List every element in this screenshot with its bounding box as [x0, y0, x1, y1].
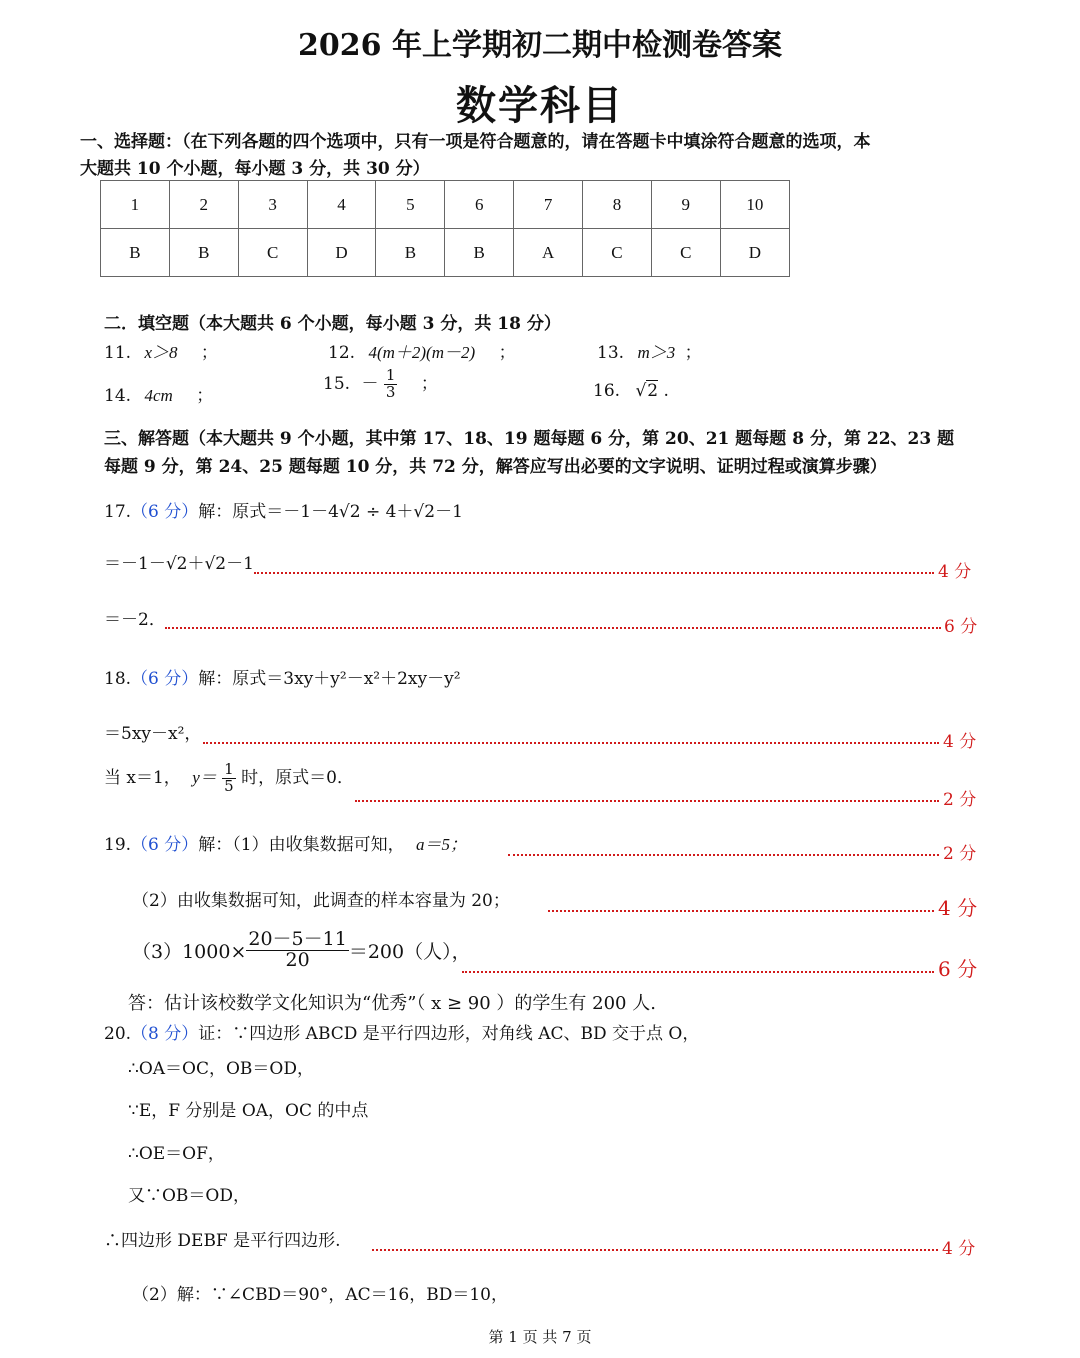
- points-label: （8 分）: [131, 1024, 199, 1044]
- denominator: 3: [385, 382, 396, 401]
- denominator: 20: [285, 948, 310, 971]
- table-cell: 3: [238, 181, 307, 229]
- answer-value: m＞3: [637, 343, 676, 362]
- answer-value: 4cm: [144, 386, 173, 405]
- question-number: 12.: [328, 343, 356, 363]
- table-cell: 7: [514, 181, 583, 229]
- table-cell: C: [583, 229, 652, 277]
- dotted-leader: [203, 742, 939, 744]
- q19-line3: [132, 930, 471, 971]
- dotted-leader: [548, 910, 934, 912]
- q17-line1: [104, 497, 463, 522]
- score-label: 2 分: [943, 844, 977, 864]
- table-cell: D: [720, 229, 789, 277]
- points-label: （6 分）: [131, 502, 199, 522]
- answer-value: 4(m＋2)(m－2): [368, 343, 476, 362]
- table-cell: C: [238, 229, 307, 277]
- dotted-leader: [165, 627, 941, 629]
- table-cell: 8: [583, 181, 652, 229]
- q16: [593, 381, 669, 401]
- table-cell: 9: [651, 181, 720, 229]
- minus-sign: －: [361, 373, 379, 394]
- question-number: 15.: [323, 373, 351, 394]
- section1-heading-line2: 大题共 10 个小题，每小题 3 分，共 30 分）: [80, 159, 430, 179]
- score-label: 4 分: [943, 732, 977, 752]
- question-number: 13.: [597, 343, 625, 363]
- table-cell: 5: [376, 181, 445, 229]
- table-cell: 2: [169, 181, 238, 229]
- table-cell: 4: [307, 181, 376, 229]
- condition-text: 当 x＝1，: [104, 767, 181, 788]
- calc-result: ＝200（人），: [348, 940, 471, 963]
- result-text: 时，原式＝0．: [241, 767, 354, 788]
- q18-line2: ＝5xy－x²，: [104, 724, 202, 744]
- solution-text: 解：（1）由收集数据可知，: [198, 835, 405, 855]
- table-cell: D: [307, 229, 376, 277]
- table-cell: B: [445, 229, 514, 277]
- q20-line7: （2）解：∵∠CBD＝90°，AC＝16，BD＝10，: [132, 1285, 508, 1305]
- q20-line2: ∴OA＝OC，OB＝OD，: [128, 1059, 314, 1079]
- separator: ；: [684, 343, 702, 363]
- q14: [104, 381, 213, 406]
- question-number: 19.: [104, 835, 132, 855]
- q19-line4: 答：估计该校数学文化知识为“优秀”（ x ≥ 90 ）的学生有 200 人.: [128, 993, 656, 1014]
- dotted-leader: [462, 971, 934, 973]
- numerator: 1: [385, 366, 396, 384]
- score-label: 2 分: [943, 790, 977, 810]
- score-label: 6 分: [938, 957, 978, 981]
- answer-table-number-row: [101, 181, 790, 229]
- answer-table: [100, 180, 790, 277]
- separator: ；: [196, 386, 214, 406]
- fraction: [246, 930, 348, 971]
- score-label: 4 分: [938, 896, 978, 920]
- subject-title: 数学科目: [456, 82, 624, 129]
- fraction: [384, 368, 398, 401]
- q19-line1: [104, 830, 467, 855]
- q20-line3: ∵E，F 分别是 OA，OC 的中点: [128, 1101, 369, 1121]
- solution-text: 解：原式＝－1－4√2 ÷ 4＋√2－1: [198, 502, 463, 522]
- section3-heading-line2: 每题 9 分，第 24、25 题每题 10 分，共 72 分，解答应写出必要的文字说明、证明过程或演算步骤）: [104, 457, 887, 477]
- q13: [597, 338, 702, 363]
- answer-value: a＝5；: [416, 835, 468, 854]
- q11: [104, 338, 218, 363]
- q20-line1: [104, 1019, 699, 1044]
- score-label: 6 分: [944, 617, 978, 637]
- section1-heading-line1: 一、选择题：（在下列各题的四个选项中，只有一项是符合题意的，请在答题卡中填涂符合题意的选项，本: [80, 132, 871, 152]
- dotted-leader: [355, 800, 939, 802]
- section3-heading-line1: 三、解答题（本大题共 9 个小题，其中第 17、18、19 题每题 6 分，第 20、21 题每题 8 分，第 22、23 题: [104, 429, 955, 449]
- variable-y: y＝: [192, 767, 217, 787]
- table-cell: A: [514, 229, 583, 277]
- question-number: 14.: [104, 386, 132, 406]
- question-number: 16.: [593, 381, 621, 401]
- q20-line5: 又∵OB＝OD，: [128, 1186, 250, 1206]
- points-label: （6 分）: [131, 835, 199, 855]
- q12: [328, 338, 516, 363]
- table-cell: 10: [720, 181, 789, 229]
- denominator: 5: [224, 776, 234, 795]
- dotted-leader: [372, 1249, 938, 1251]
- dotted-leader: [254, 572, 934, 574]
- calc-text: （3）1000×: [132, 940, 247, 963]
- separator: ；: [420, 373, 438, 394]
- score-label: 4 分: [942, 1239, 976, 1259]
- question-number: 11.: [104, 343, 132, 363]
- section2-heading: 二．填空题（本大题共 6 个小题，每小题 3 分，共 18 分）: [104, 314, 561, 334]
- table-cell: 6: [445, 181, 514, 229]
- solution-text: 解：原式＝3xy＋y²－x²＋2xy－y²: [198, 669, 461, 689]
- answer-table-answer-row: [101, 229, 790, 277]
- table-cell: C: [651, 229, 720, 277]
- page-title: 2026 年上学期初二期中检测卷答案: [298, 28, 782, 63]
- dotted-leader: [508, 854, 939, 856]
- fraction: [222, 762, 236, 795]
- q18-line3: [104, 762, 354, 795]
- question-number: 17.: [104, 502, 132, 522]
- question-number: 18.: [104, 669, 132, 689]
- numerator: 20－5－11: [248, 928, 347, 950]
- q18-line1: [104, 664, 461, 689]
- q15: [323, 368, 438, 401]
- numerator: 1: [224, 760, 234, 778]
- table-cell: B: [101, 229, 170, 277]
- points-label: （6 分）: [131, 669, 199, 689]
- q17-line3: ＝－2．: [104, 610, 166, 630]
- table-cell: B: [169, 229, 238, 277]
- separator: ；: [200, 343, 218, 363]
- sqrt-icon: √: [635, 381, 647, 401]
- table-cell: B: [376, 229, 445, 277]
- proof-text: 证：∵四边形 ABCD 是平行四边形，对角线 AC、BD 交于点 O，: [198, 1024, 700, 1044]
- q20-line4: ∴OE＝OF，: [128, 1144, 225, 1164]
- answer-value: x＞8: [144, 343, 178, 362]
- score-label: 4 分: [938, 562, 972, 582]
- q17-line2: ＝－1－√2＋√2－1: [104, 554, 254, 574]
- question-number: 20.: [104, 1024, 132, 1044]
- q20-line6: ∴四边形 DEBF 是平行四边形.: [104, 1231, 341, 1251]
- page-footer: 第 1 页 共 7 页: [488, 1328, 592, 1346]
- radicand: 2: [647, 381, 659, 401]
- period: .: [663, 381, 669, 401]
- separator: ；: [498, 343, 516, 363]
- q19-line2: （2）由收集数据可知，此调查的样本容量为 20；: [132, 891, 510, 911]
- table-cell: 1: [101, 181, 170, 229]
